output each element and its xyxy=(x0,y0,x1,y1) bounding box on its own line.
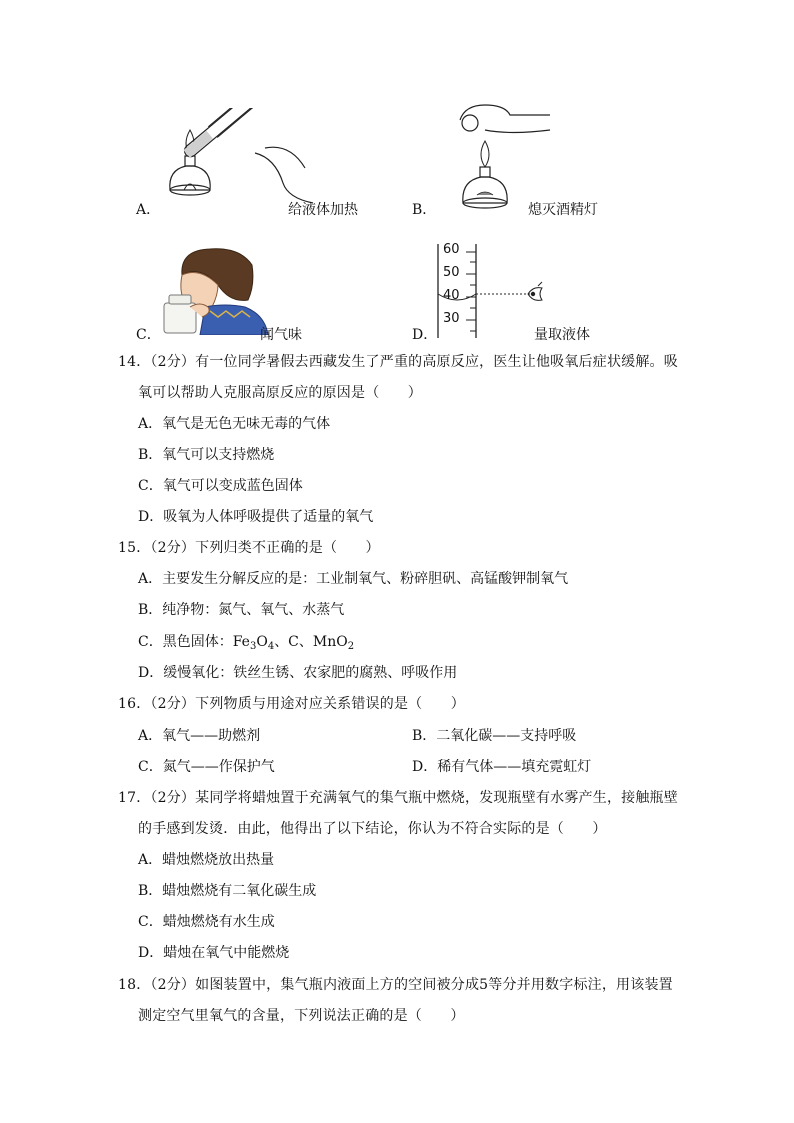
figure-a-caption: 给液体加热 xyxy=(288,202,358,218)
question-15-score: （2分） xyxy=(150,540,196,556)
oxygen-symbol: O xyxy=(256,634,268,650)
figure-b-caption: 熄灭酒精灯 xyxy=(528,202,598,218)
q14-option-d[interactable]: D．吸氧为人体呼吸提供了适量的氧气 xyxy=(138,509,374,525)
q15-option-a[interactable]: A．主要发生分解反应的是：工业制氧气、粉碎胆矾、高锰酸钾制氧气 xyxy=(138,571,569,587)
figure-c-letter: C． xyxy=(136,327,161,343)
question-18-score: （2分） xyxy=(150,977,196,993)
q14-option-a[interactable]: A．氧气是无色无味无毒的气体 xyxy=(138,416,331,432)
question-15 xyxy=(118,538,380,558)
figure-d-caption: 量取液体 xyxy=(534,327,590,343)
figure-d-letter: D． xyxy=(412,327,438,343)
question-16-stem: 下列物质与用途对应关系错误的是（ ） xyxy=(195,696,465,712)
q16-option-c[interactable]: C．氮气——作保护气 xyxy=(138,759,275,775)
q14-option-c[interactable]: C．氧气可以变成蓝色固体 xyxy=(138,478,303,494)
question-16-score: （2分） xyxy=(150,696,196,712)
cylinder-scale-50: 50 xyxy=(443,265,460,280)
question-17-stem: 某同学将蜡烛置于充满氧气的集气瓶中燃烧，发现瓶壁有水雾产生，接触瓶壁 xyxy=(195,790,678,806)
q17-option-d[interactable]: D．蜡烛在氧气中能燃烧 xyxy=(138,945,290,961)
question-16-number: 16． xyxy=(118,696,151,712)
q16-option-b[interactable]: B．二氧化碳——支持呼吸 xyxy=(412,728,577,744)
question-18-line-2: 测定空气里氧气的含量，下列说法正确的是（ ） xyxy=(138,1008,465,1024)
q14-option-b[interactable]: B．氧气可以支持燃烧 xyxy=(138,447,275,463)
o-subscript: 4 xyxy=(267,641,275,652)
question-14-number: 14． xyxy=(118,354,151,370)
question-18 xyxy=(118,975,688,1026)
cylinder-scale-40: 40 xyxy=(443,288,460,303)
question-18-line-1 xyxy=(118,975,688,995)
question-18-stem: 如图装置中，集气瓶内液面上方的空间被分成5等分并用数字标注，用该装置 xyxy=(195,977,673,993)
question-17 xyxy=(118,788,688,839)
q15-option-b[interactable]: B．纯净物：氮气、氧气、水蒸气 xyxy=(138,602,345,618)
figure-b xyxy=(410,95,630,225)
extinguish-lamp-illustration xyxy=(435,95,555,210)
question-14-line-1 xyxy=(118,352,688,372)
question-17-score: （2分） xyxy=(150,790,196,806)
figure-b-letter: B． xyxy=(412,202,437,218)
figure-a-letter: A． xyxy=(136,202,161,218)
cylinder-scale-60: 60 xyxy=(443,242,460,257)
question-15-stem: 下列归类不正确的是（ ） xyxy=(195,540,380,556)
q15-option-c-prefix: C．黑色固体：Fe xyxy=(138,634,250,650)
question-14-stem: 有一位同学暑假去西藏发生了严重的高原反应，医生让他吸氧后症状缓解。吸 xyxy=(195,354,678,370)
q17-option-b[interactable]: B．蜡烛燃烧有二氧化碳生成 xyxy=(138,883,317,899)
question-14 xyxy=(118,352,688,403)
q16-option-a[interactable]: A．氧气——助燃剂 xyxy=(138,728,261,744)
q15-option-d[interactable]: D．缓慢氧化：铁丝生锈、农家肥的腐熟、呼吸作用 xyxy=(138,665,458,681)
q15-option-c-middle: 、C、MnO xyxy=(274,634,348,650)
question-17-line-2: 的手感到发烫．由此，他得出了以下结论，你认为不符合实际的是（ ） xyxy=(138,821,607,837)
smelling-gas-illustration xyxy=(160,245,270,335)
cylinder-scale-30: 30 xyxy=(443,311,460,326)
heating-liquid-illustration xyxy=(160,108,320,208)
figure-a xyxy=(130,100,410,225)
figure-c xyxy=(130,245,330,350)
question-17-number: 17． xyxy=(118,790,151,806)
q17-option-a[interactable]: A．蜡烛燃烧放出热量 xyxy=(138,852,275,868)
question-14-line-2: 氧可以帮助人克服高原反应的原因是（ ） xyxy=(138,385,422,401)
question-18-number: 18． xyxy=(118,977,151,993)
q15-option-c[interactable] xyxy=(138,632,354,652)
question-15-number: 15． xyxy=(118,540,151,556)
fe-subscript: 3 xyxy=(249,641,257,652)
question-16 xyxy=(118,694,465,714)
question-14-score: （2分） xyxy=(150,354,196,370)
question-17-line-1 xyxy=(118,788,688,808)
figure-d xyxy=(410,240,630,350)
q16-option-d[interactable]: D．稀有气体——填充霓虹灯 xyxy=(412,759,592,775)
figure-c-caption: 闻气味 xyxy=(260,327,302,343)
q17-option-c[interactable]: C．蜡烛燃烧有水生成 xyxy=(138,914,275,930)
mno2-subscript: 2 xyxy=(347,641,355,652)
